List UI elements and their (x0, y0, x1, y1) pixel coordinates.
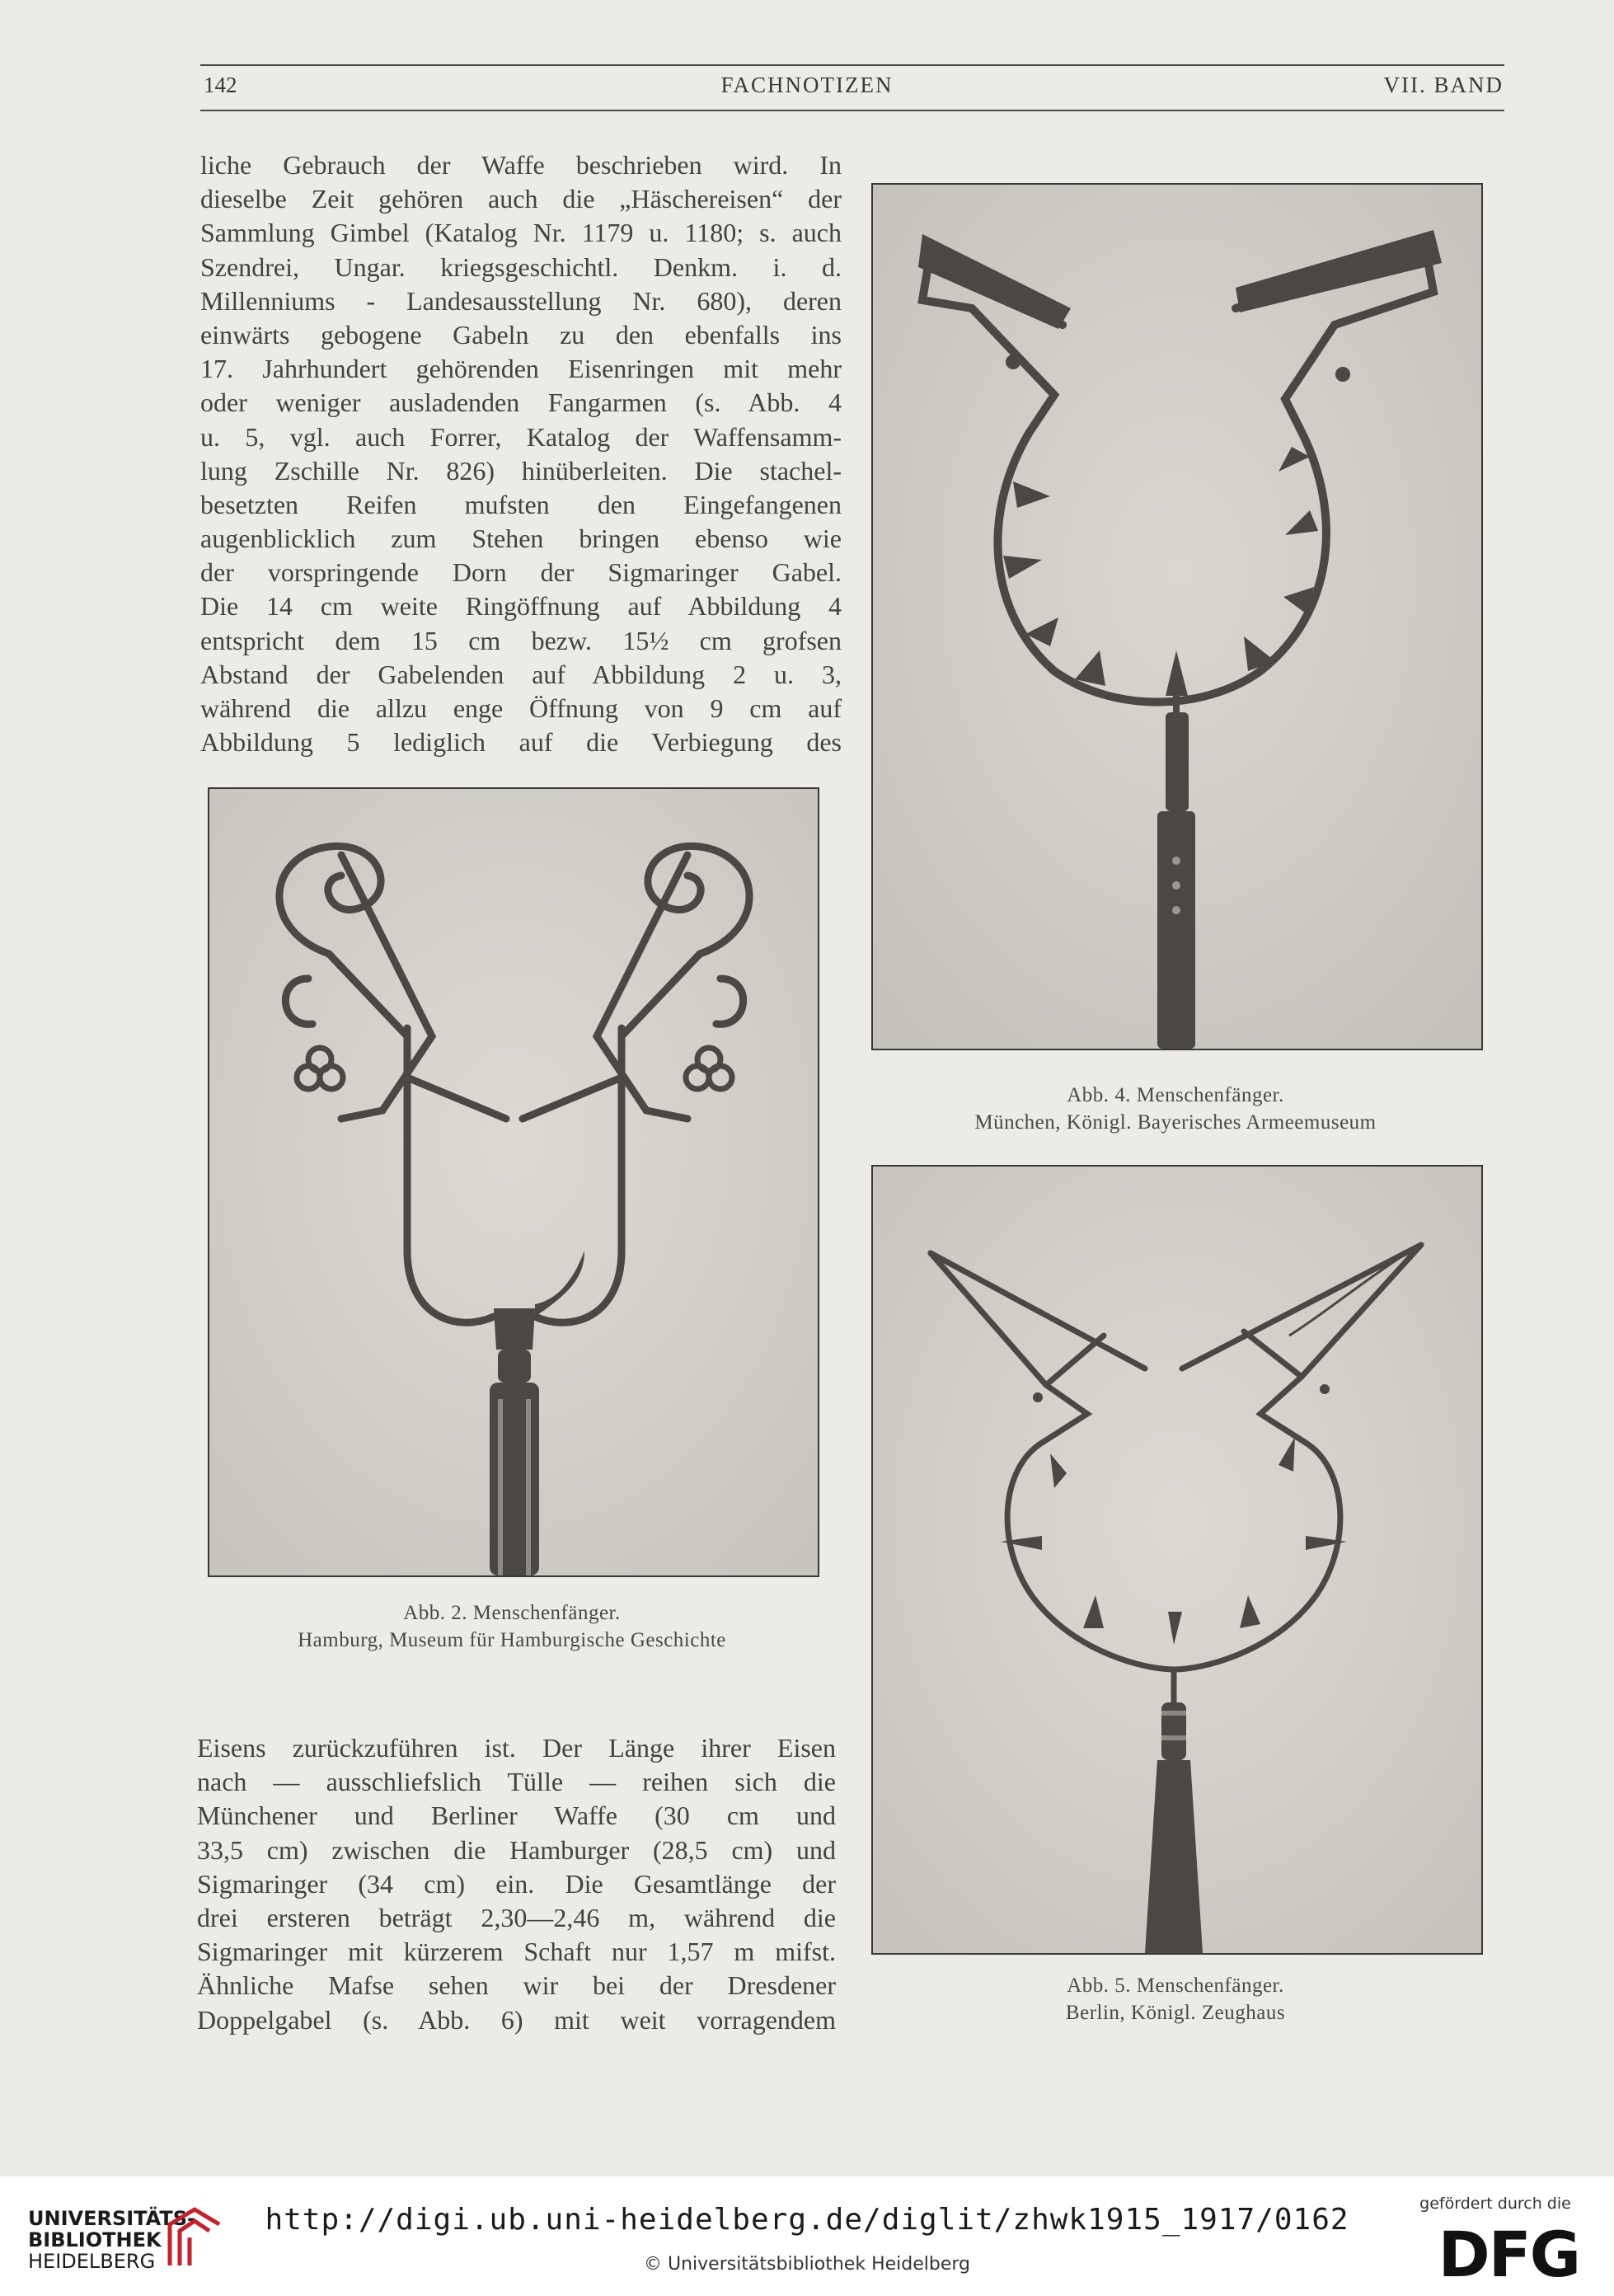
body-text-bottom (197, 1731, 836, 2037)
figure-abb5-caption-line-2: Berlin, Königl. Zeughaus (1065, 2002, 1286, 2024)
man-catcher-scroll-fork-illustration (209, 789, 818, 1575)
library-name-line-3: HEIDELBERG (28, 2250, 156, 2273)
body-text-bottom-line: Sigmaringer (34 cm) ein. Die Gesamtlänge der (197, 1868, 836, 1899)
running-head-title: FACHNOTIZEN (720, 73, 894, 97)
figure-abb4-caption (871, 1082, 1480, 1136)
body-text-top-line: Sammlung Gimbel (Katalog Nr. 1179 u. 1180; s. auch (200, 218, 842, 248)
body-text-top-line: entspricht dem 15 cm bezw. 15½ cm grofsen (200, 625, 842, 655)
figure-abb2-caption (165, 1599, 859, 1654)
body-text-top-line: Szendrei, Ungar. kriegsgeschichtl. Denkm. i. d. (200, 251, 842, 282)
body-text-top-line: u. 5, vgl. auch Forrer, Katalog der Waffensamm- (200, 421, 842, 452)
figure-abb2-caption-line-2: Hamburg, Museum für Hamburgische Geschichte (298, 1629, 726, 1651)
body-text-bottom-line: 33,5 cm) zwischen die Hamburger (28,5 cm) und (197, 1834, 836, 1865)
body-text-top-line: Abstand der Gabelenden auf Abbildung 2 u. 3, (200, 659, 842, 689)
digitization-footer (0, 2176, 1614, 2296)
body-text-bottom-line: Münchener und Berliner Waffe (30 cm und (197, 1801, 836, 1831)
body-text-bottom-line: nach — ausschliefslich Tülle — reihen sich die (197, 1767, 836, 1797)
header-rule-top (200, 64, 1504, 66)
figure-abb5-photo (871, 1165, 1483, 1955)
body-text-bottom-line: Eisens zurückzuführen ist. Der Länge ihrer Eisen (197, 1733, 836, 1763)
body-text-top-line: Die 14 cm weite Ringöffnung auf Abbildung 4 (200, 591, 842, 622)
body-text-bottom-line: Ähnliche Mafse sehen wir bei der Dresdener (197, 1970, 836, 2001)
man-catcher-ring-illustration (873, 185, 1481, 1049)
funded-by-label: gefördert durch die (1419, 2195, 1571, 2213)
body-text-top-line: einwärts gebogene Gabeln zu den ebenfalls ins (200, 319, 842, 350)
figure-abb2-photo (208, 787, 819, 1577)
body-text-top-line: Millenniums - Landesausstellung Nr. 680), deren (200, 285, 842, 316)
body-text-top-line: liche Gebrauch der Waffe beschrieben wird. In (200, 150, 842, 180)
running-head-volume: VII. BAND (1383, 73, 1504, 97)
body-text-bottom-line: drei ersteren beträgt 2,30—2,46 m, während die (197, 1902, 836, 1932)
permalink-url[interactable]: http://digi.ub.uni-heidelberg.de/diglit/zhwk1915_1917/0162 (265, 2203, 1349, 2237)
body-text-top-line: lung Zschille Nr. 826) hinüberleiten. Die stachel- (200, 455, 842, 486)
figure-abb5-caption (871, 1972, 1480, 2026)
library-name-line-2: BIBLIOTHEK (28, 2228, 162, 2251)
body-text-top-line: oder weniger ausladenden Fangarmen (s. Abb. 4 (200, 387, 842, 418)
body-text-top-line: besetzten Reifen mufsten den Eingefangenen (200, 489, 842, 519)
figure-abb4-caption-line-2: München, Königl. Bayerisches Armeemuseum (974, 1111, 1377, 1134)
copyright-notice: © Universitätsbibliothek Heidelberg (643, 2254, 970, 2275)
man-catcher-spiked-ring-illustration (873, 1167, 1481, 1953)
body-text-top-line: dieselbe Zeit gehören auch die „Häschereisen“ der (200, 184, 842, 214)
figure-abb5-caption-line-1: Abb. 5. Menschenfänger. (1067, 1974, 1284, 1997)
dfg-logo: DFG (1438, 2218, 1579, 2291)
figure-abb4-caption-line-1: Abb. 4. Menschenfänger. (1067, 1084, 1284, 1106)
page-number: 142 (204, 73, 237, 97)
figure-abb4-photo (871, 183, 1483, 1050)
body-text-top-line: Abbildung 5 lediglich auf die Verbiegung des (200, 727, 842, 758)
body-text-top-line: der vorspringende Dorn der Sigmaringer Gabel. (200, 557, 842, 588)
library-name-line-1: UNIVERSITÄTS- (28, 2207, 196, 2230)
body-text-top-line: während die allzu enge Öffnung von 9 cm auf (200, 693, 842, 723)
figure-abb2-caption-line-1: Abb. 2. Menschenfänger. (403, 1602, 621, 1624)
body-text-bottom-line: Doppelgabel (s. Abb. 6) mit weit vorragendem (197, 2004, 836, 2035)
body-text-top-line: augenblicklich zum Stehen bringen ebenso wie (200, 524, 842, 554)
header-rule-bottom (200, 110, 1504, 111)
body-text-top-line: 17. Jahrhundert gehörenden Eisenringen mit mehr (200, 354, 842, 384)
body-text-bottom-line: Sigmaringer mit kürzerem Schaft nur 1,57 m mifst. (197, 1937, 836, 1967)
body-text-top (200, 148, 842, 759)
